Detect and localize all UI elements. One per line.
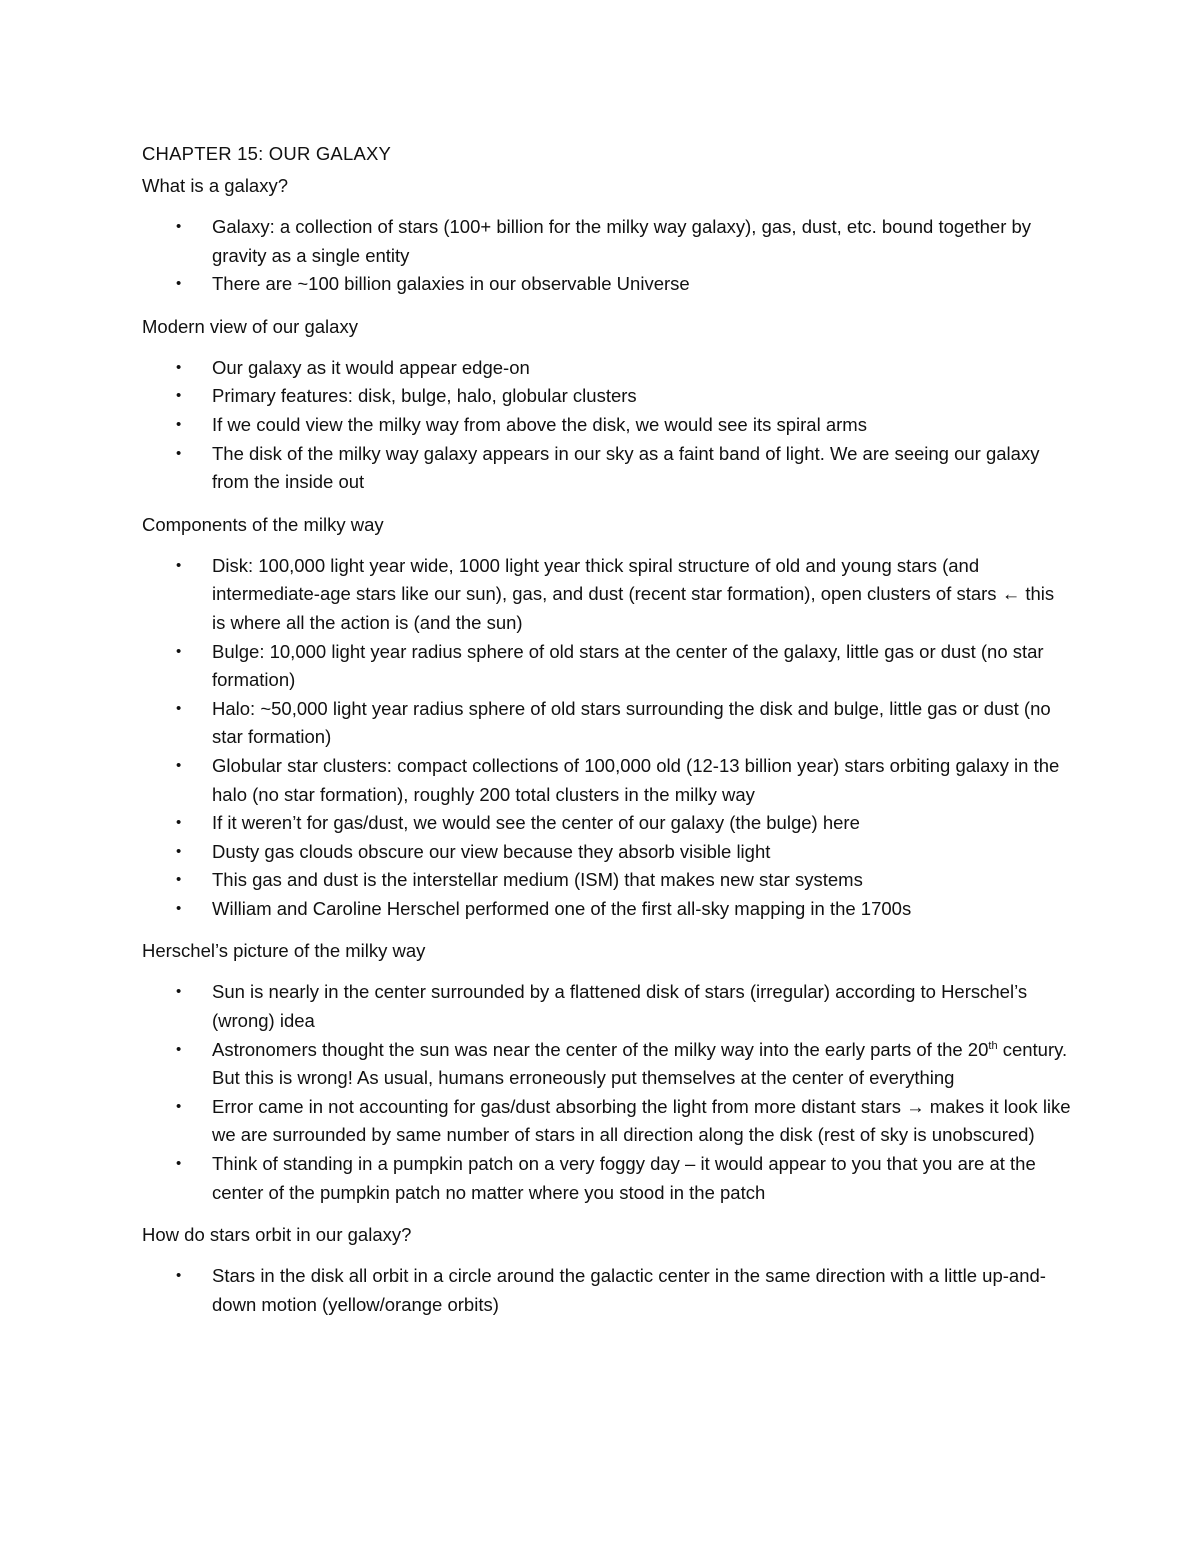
- bullet-icon: •: [176, 387, 182, 405]
- superscript-text: th: [988, 1039, 998, 1052]
- bullet-icon: •: [176, 556, 182, 574]
- document-body: [142, 172, 1072, 1319]
- bullet-text: If it weren’t for gas/dust, we would see the center of our galaxy (the bulge) here: [212, 812, 860, 834]
- bullet-item: [142, 382, 1072, 411]
- bullet-icon: •: [176, 871, 182, 889]
- bullet-item: [142, 354, 1072, 383]
- bullet-text: Halo: ~50,000 light year radius sphere of old stars surrounding the disk and bulge, little gas or dust (no star formation): [212, 697, 1051, 748]
- bullet-item: [142, 1150, 1072, 1207]
- bullet-item: [142, 440, 1072, 497]
- bullet-item: [142, 1093, 1072, 1150]
- bullet-icon: •: [176, 415, 182, 433]
- bullet-text: Globular star clusters: compact collections of 100,000 old (12-13 billion year) stars orbiting galaxy in the halo (no star formation), roughly 200 total clusters in the milky way: [212, 754, 1060, 805]
- bullet-text: William and Caroline Herschel performed one of the first all-sky mapping in the 1700s: [212, 897, 912, 919]
- bullet-item: [142, 978, 1072, 1035]
- bullet-icon: •: [176, 444, 182, 462]
- bullet-text: Dusty gas clouds obscure our view because they absorb visible light: [212, 840, 771, 862]
- bullet-icon: •: [176, 1155, 182, 1173]
- bullet-item: [142, 838, 1072, 867]
- bullet-text: If we could view the milky way from above the disk, we would see its spiral arms: [212, 413, 867, 435]
- chapter-title: CHAPTER 15: OUR GALAXY: [142, 143, 392, 164]
- bullet-list: [142, 552, 1072, 924]
- bullet-icon: •: [176, 275, 182, 293]
- bullet-text: century. But this is wrong! As usual, humans erroneously put themselves at the center of everything: [212, 1038, 1068, 1089]
- bullet-text: Disk: 100,000 light year wide, 1000 light year thick spiral structure of old and young stars (and intermediate-age stars like our sun), gas, and dust (recent star formation), open clusters of stars ← this is where all the action is (and the sun): [212, 554, 1055, 633]
- bullet-icon: •: [176, 983, 182, 1001]
- section-heading: How do stars orbit in our galaxy?: [142, 1224, 412, 1246]
- bullet-icon: •: [176, 699, 182, 717]
- bullet-icon: •: [176, 842, 182, 860]
- bullet-item: [142, 752, 1072, 809]
- bullet-item: [142, 213, 1072, 270]
- bullet-icon: •: [176, 899, 182, 917]
- bullet-list: [142, 978, 1072, 1207]
- bullet-text: Think of standing in a pumpkin patch on a very foggy day – it would appear to you that you are at the center of the pumpkin patch no matter where you stood in the patch: [212, 1153, 1036, 1203]
- bullet-icon: •: [176, 756, 182, 774]
- bullet-text: Sun is nearly in the center surrounded by a flattened disk of stars (irregular) according to Herschel’s (wrong) idea: [212, 981, 1028, 1032]
- bullet-item: [142, 895, 1072, 924]
- bullet-icon: •: [176, 1267, 182, 1285]
- bullet-list: [142, 354, 1072, 497]
- bullet-text: Bulge: 10,000 light year radius sphere of old stars at the center of the galaxy, little gas or dust (no star formation): [212, 640, 1044, 691]
- section-heading: Herschel’s picture of the milky way: [142, 940, 426, 962]
- bullet-item: [142, 638, 1072, 695]
- section-heading: Components of the milky way: [142, 513, 384, 535]
- bullet-item: [142, 552, 1072, 638]
- bullet-item: [142, 270, 1072, 299]
- bullet-list: [142, 213, 1072, 299]
- bullet-icon: •: [176, 358, 182, 376]
- section-heading: What is a galaxy?: [142, 175, 289, 196]
- bullet-item: [142, 809, 1072, 838]
- bullet-text: Primary features: disk, bulge, halo, globular clusters: [212, 385, 637, 407]
- bullet-item: [142, 1036, 1072, 1093]
- bullet-text: Our galaxy as it would appear edge-on: [212, 356, 530, 378]
- bullet-text: Astronomers thought the sun was near the center of the milky way into the early parts of the 20: [212, 1038, 989, 1060]
- bullet-item: [142, 1262, 1072, 1319]
- bullet-text: Stars in the disk all orbit in a circle around the galactic center in the same direction with a little up-and-down motion (yellow/orange orbits): [212, 1265, 1046, 1315]
- document-page: [142, 140, 1072, 1319]
- bullet-text: There are ~100 billion galaxies in our observable Universe: [212, 273, 690, 295]
- bullet-text: Error came in not accounting for gas/dust absorbing the light from more distant stars → makes it look like we are surrounded by same number of stars in all direction along the disk (rest of sky is unobscured): [212, 1095, 1071, 1146]
- bullet-icon: •: [176, 1040, 182, 1058]
- bullet-icon: •: [176, 1097, 182, 1115]
- bullet-icon: •: [176, 642, 182, 660]
- bullet-icon: •: [176, 218, 182, 235]
- bullet-item: [142, 411, 1072, 440]
- bullet-text: The disk of the milky way galaxy appears in our sky as a faint band of light. We are seeing our galaxy from the inside out: [212, 442, 1040, 493]
- bullet-text: This gas and dust is the interstellar medium (ISM) that makes new star systems: [212, 869, 863, 891]
- bullet-text: Galaxy: a collection of stars (100+ billion for the milky way galaxy), gas, dust, etc. bound together by gravity as a single entity: [212, 216, 1032, 266]
- bullet-icon: •: [176, 814, 182, 832]
- section-heading: Modern view of our galaxy: [142, 315, 358, 337]
- bullet-item: [142, 695, 1072, 752]
- bullet-item: [142, 866, 1072, 895]
- bullet-list: [142, 1262, 1072, 1319]
